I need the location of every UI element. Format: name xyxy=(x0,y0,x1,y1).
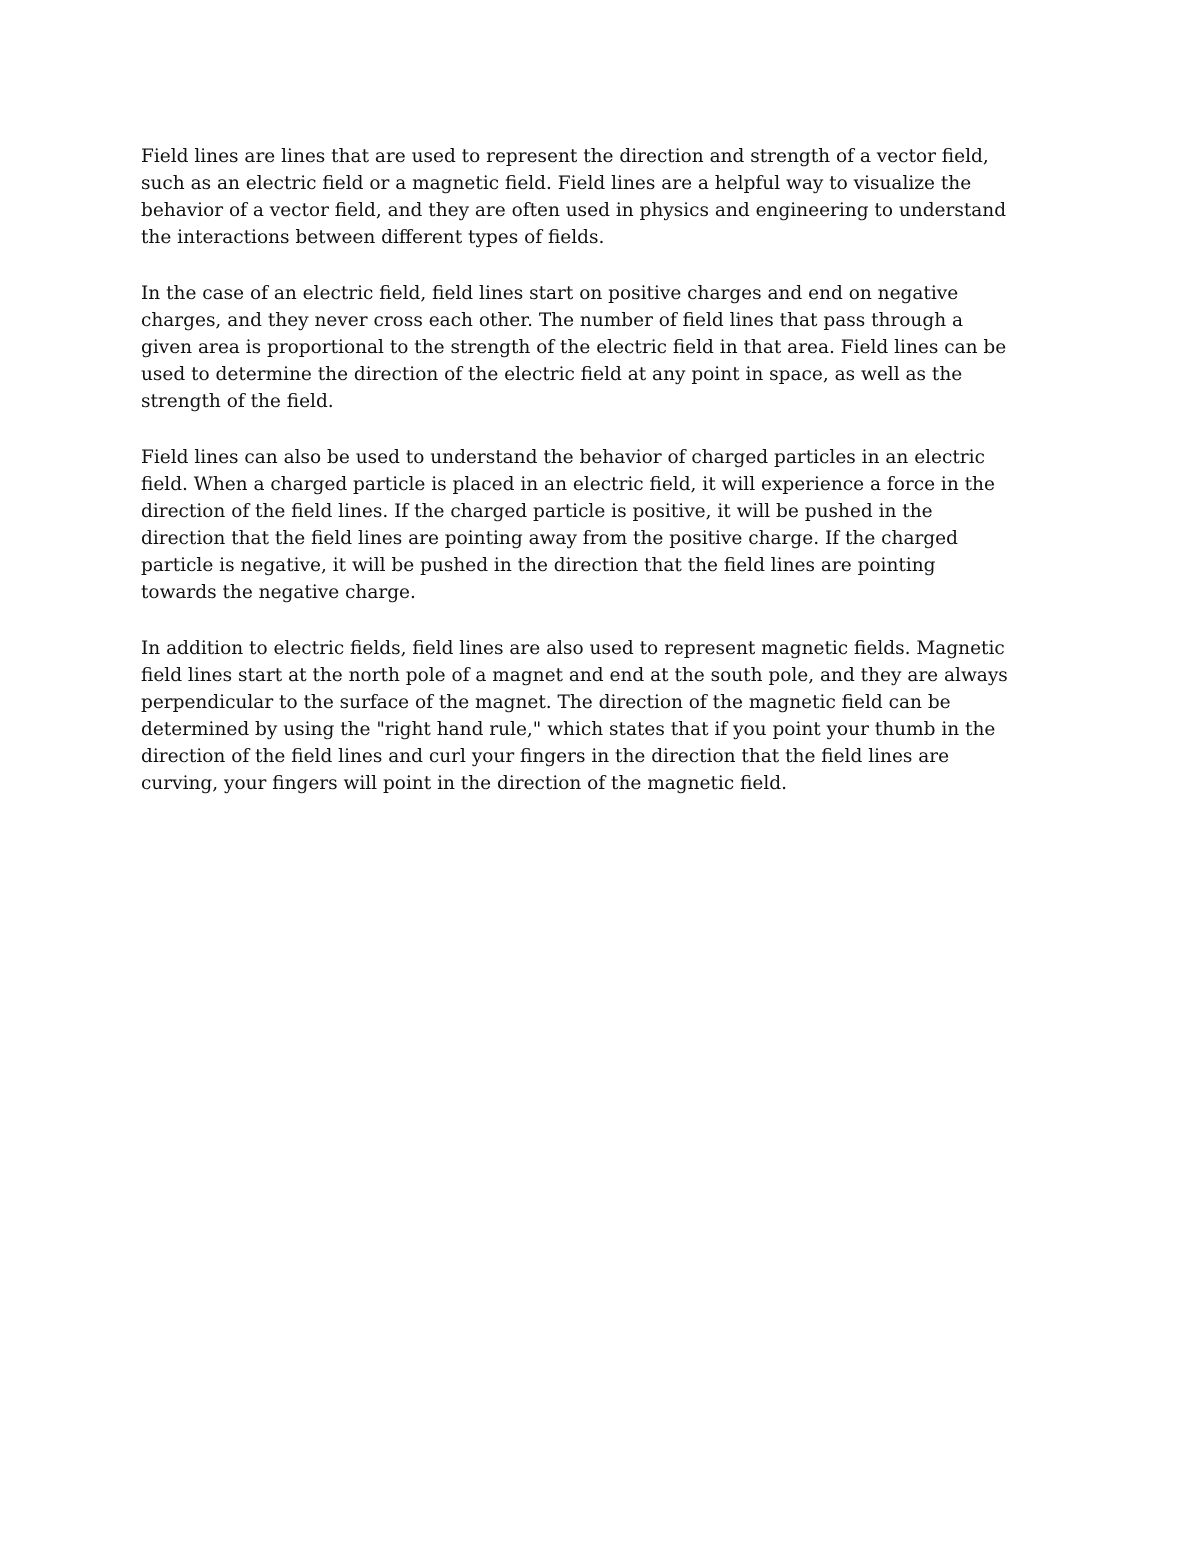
text-line: towards the negative charge. xyxy=(141,582,416,603)
text-line: perpendicular to the surface of the magnet. The direction of the magnetic field can be xyxy=(141,692,951,713)
text-line: determined by using the "right hand rule," which states that if you point your thumb in the xyxy=(141,719,996,740)
text-line: In addition to electric fields, field lines are also used to represent magnetic fields. Magnetic xyxy=(141,638,1005,659)
text-line: In the case of an electric field, field lines start on positive charges and end on negative xyxy=(141,283,959,304)
text-line: field. When a charged particle is placed in an electric field, it will experience a force in the xyxy=(141,474,995,495)
text-line: behavior of a vector field, and they are often used in physics and engineering to understand xyxy=(141,200,1007,221)
text-line: Field lines can also be used to understand the behavior of charged particles in an electric xyxy=(141,447,985,468)
text-line: used to determine the direction of the electric field at any point in space, as well as the xyxy=(141,364,963,385)
paragraph-1 xyxy=(141,143,1066,251)
text-line: such as an electric field or a magnetic field. Field lines are a helpful way to visualize the xyxy=(141,173,972,194)
text-line: the interactions between different types of fields. xyxy=(141,227,605,248)
paragraph-3 xyxy=(141,444,1066,606)
text-line: direction of the field lines and curl your fingers in the direction that the field lines are xyxy=(141,746,950,767)
text-line: direction that the field lines are pointing away from the positive charge. If the charged xyxy=(141,528,958,549)
text-line: curving, your fingers will point in the direction of the magnetic field. xyxy=(141,773,788,794)
text-line: strength of the field. xyxy=(141,391,334,412)
text-line: charges, and they never cross each other. The number of field lines that pass through a xyxy=(141,310,964,331)
text-line: particle is negative, it will be pushed in the direction that the field lines are pointing xyxy=(141,555,936,576)
text-line: Field lines are lines that are used to represent the direction and strength of a vector field, xyxy=(141,146,989,167)
text-line: direction of the field lines. If the charged particle is positive, it will be pushed in the xyxy=(141,501,933,522)
text-line: field lines start at the north pole of a magnet and end at the south pole, and they are always xyxy=(141,665,1008,686)
paragraph-4 xyxy=(141,635,1066,797)
paragraph-2 xyxy=(141,280,1066,415)
text-line: given area is proportional to the strength of the electric field in that area. Field lines can be xyxy=(141,337,1007,358)
document-body xyxy=(141,143,1066,826)
